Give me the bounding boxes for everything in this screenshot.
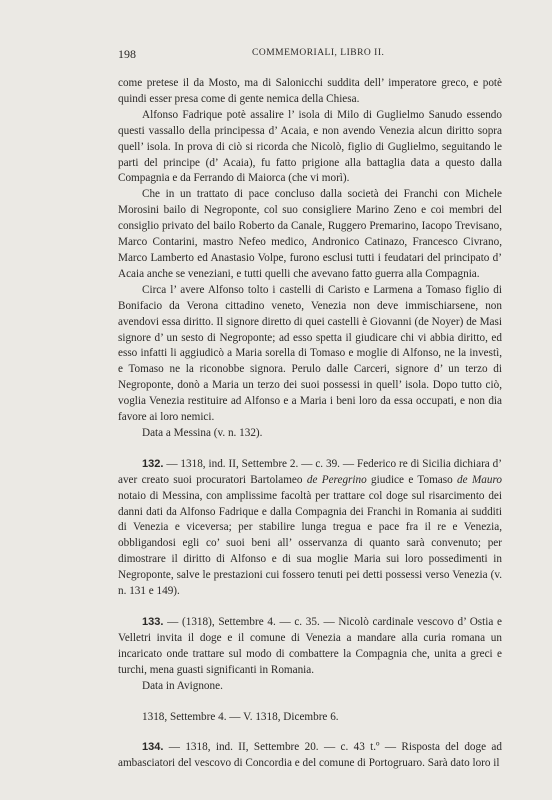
text-segment: Alfonso Fadrique potè assalire l’ isola di Milo di Guglielmo Sanudo essendo questi vassallo della principessa d’ Acaia, e non avendo Venezia alcun diritto sopra quell’ isola. In prova di ciò si ricorda che Nicolò, figlio di Guglielmo, seguitando le parti del principe (d’ Acaia), fu fatto prigione alla battaglia data a questo dalla Compagnia e da Ferrando di Maiorca (che vi morì). (118, 108, 502, 185)
page-header (118, 47, 502, 63)
paragraph-gap (118, 600, 502, 615)
body-text (118, 76, 502, 772)
paragraph (118, 710, 502, 726)
page-number: 198 (118, 47, 136, 61)
entry-number: 134. (142, 741, 164, 754)
italic-text: de Mauro (457, 473, 502, 486)
paragraph (118, 426, 502, 442)
paragraph-gap (118, 695, 502, 710)
text-segment: Data a Messina (v. n. 132). (142, 426, 263, 439)
paragraph (118, 108, 502, 188)
text-segment: notaio di Messina, con amplissime facoltà per trattare col doge sul risarcimento dei danni dati da Alfonso Fadrique e dalla Compagnia dei Franchi in Romania ai sudditi di Venezia e viceversa; per stabilire lunga tregua e pace fra il re e Venezia, obbligandosi egli co’ suoi beni all’ osservanza di quanto sarà convenuto; per dimostrare il diritto di Alfonso e di sua moglie Maria sui loro possedimenti in Negroponte, salve le prestazioni cui fossero tenuti pei detti possessi verso Venezia (v. n. 131 e 149). (118, 489, 502, 598)
paragraph (118, 76, 502, 108)
text-segment: Che in un trattato di pace concluso dalla società dei Franchi con Michele Morosini bailo di Negroponte, col suo consigliere Marino Zeno e coi membri del consiglio privato del bailo Roberto da Canale, Ruggero Premarino, Iacopo Trevisano, Marco Contarini, mastro Nefeo medico, Andronico Catinazo, Francesco Civrano, Marco Lamberto ed Anastasio Volpe, furono esclusi tutti i feudatari del principato d’ Acaia anche se veneziani, e tutti quelli che avevano fatto guerra alla Compagnia. (118, 188, 502, 280)
text-segment: 1318, Settembre 4. — V. 1318, Dicembre 6. (142, 710, 339, 723)
paragraph (118, 615, 502, 679)
text-segment: Data in Avignone. (142, 679, 223, 692)
paragraph (118, 679, 502, 695)
text-segment: — (1318), Settembre 4. — c. 35. — Nicolò cardinale vescovo d’ Ostia e Velletri invita il doge e il comune di Venezia a mandare alla curia romana un incaricato onde trattare sul modo di combattere la Compagnia che, unita a greci e turchi, mena guasti significanti in Romania. (118, 616, 502, 676)
text-segment: come pretese il da Mosto, ma di Salonicchi suddita dell’ imperatore greco, e potè quindi esser presa come di gente nemica della Chiesa. (118, 77, 502, 105)
paragraph (118, 457, 502, 600)
italic-text: de Peregrino (306, 473, 367, 486)
paragraph-gap (118, 725, 502, 740)
paragraph-gap (118, 442, 502, 457)
running-title: COMMEMORIALI, LIBRO II. (252, 48, 385, 58)
paragraph (118, 740, 502, 772)
text-segment: Circa l’ avere Alfonso tolto i castelli di Caristo e Larmena a Tomaso figlio di Bonifacio da Verona cittadino veneto, Venezia non deve immischiarsene, non avendovi essa diritto. Il signore diretto di quei castelli è Giovanni (de Noyer) de Masi signore d’ un sesto di Negroponte; ad esso spetta il giudicare chi vi abbia diritto, ed esso infatti li aggiudicò a Maria sorella di Tomaso e moglie di Alfonso, ne la investì, e Tomaso ne la riconobbe signora. Perulo dalle Carceri, signore d’ un terzo di Negroponte, donò a Maria un terzo dei suoi possessi in quell’ isola. Dopo tutto ciò, voglia Venezia restituire ad Alfonso e a Maria i beni loro da essa occupati, e non dia favore ai loro nemici. (118, 283, 502, 424)
paragraph (118, 187, 502, 282)
text-segment: — 1318, ind. II, Settembre 20. — c. 43 t.º — Risposta del doge ad ambasciatori del vescovo di Concordia e del comune di Portogruaro. Sarà dato loro il (118, 741, 502, 770)
paragraph (118, 283, 502, 426)
text-segment: giudice e Tomaso (366, 473, 458, 486)
entry-number: 132. (142, 457, 164, 470)
text-segment: — 1318, ind. II, Settembre 2. — c. 39. — Federico re di Sicilia dichiara d’ aver creato suoi procuratori Bartolameo (118, 457, 502, 486)
entry-number: 133. (142, 616, 164, 628)
